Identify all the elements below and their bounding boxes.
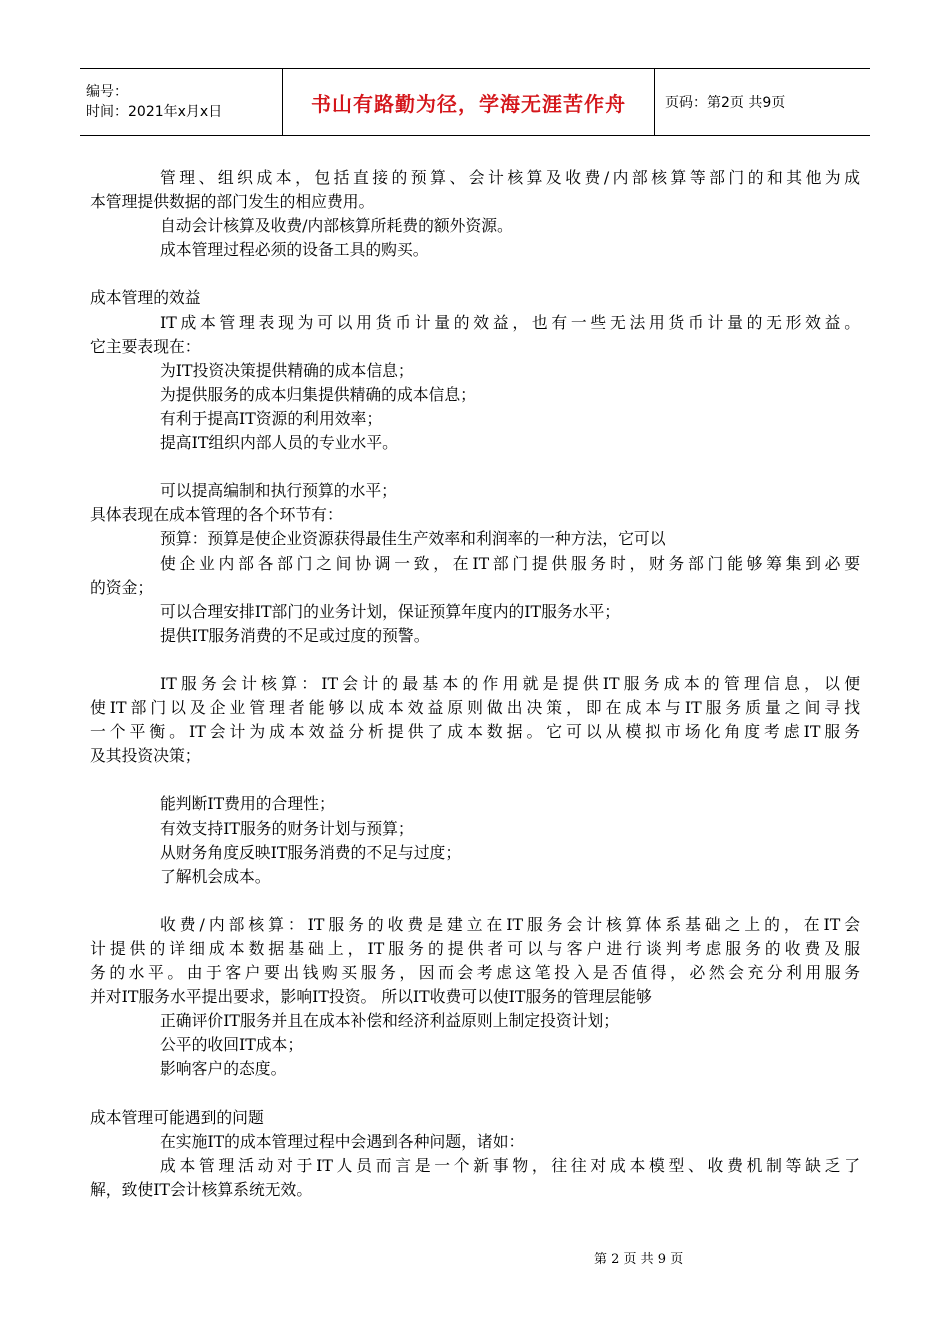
text-line: 自动会计核算及收费/内部核算所耗费的额外资源。 bbox=[160, 216, 513, 236]
text-line: 及其投资决策； bbox=[90, 746, 201, 766]
header-motto-cell bbox=[283, 69, 655, 135]
blank-line bbox=[90, 889, 860, 913]
list-item: 了解机会成本。 bbox=[160, 866, 271, 886]
document-body bbox=[90, 166, 860, 1202]
header-motto: 书山有路勤为径，学海无涯苦作舟 bbox=[311, 91, 626, 116]
list-item: 从财务角度反映IT服务消费的不足与过度； bbox=[160, 842, 462, 862]
list-item: 为IT投资决策提供精确的成本信息； bbox=[160, 360, 414, 380]
header-page-cell bbox=[655, 69, 870, 135]
list-item: 提高IT组织内部人员的专业水平。 bbox=[160, 433, 398, 453]
text-line: 收费/内部核算：IT服务的收费是建立在IT服务会计核算体系基础之上的，在IT会 bbox=[160, 914, 860, 934]
page-header bbox=[80, 68, 870, 136]
text-line: 务的水平。由于客户要出钱购买服务，因而会考虑这笔投入是否值得，必然会充分利用服务 bbox=[90, 963, 860, 983]
blank-line bbox=[90, 648, 860, 672]
text-line: 并对IT服务水平提出要求，影响IT投资。 所以IT收费可以使IT服务的管理层能够 bbox=[90, 987, 652, 1007]
blank-line bbox=[90, 262, 860, 286]
page-footer: 第 2 页 共 9 页 bbox=[594, 1252, 684, 1267]
text-line: 成本管理活动对于IT人员而言是一个新事物，往往对成本模型、收费机制等缺乏了 bbox=[160, 1155, 860, 1175]
text-line: 解，致使IT会计核算系统无效。 bbox=[90, 1179, 313, 1199]
list-item: 正确评价IT服务并且在成本补偿和经济利益原则上制定投资计划； bbox=[160, 1011, 620, 1031]
text-line: 具体表现在成本管理的各个环节有： bbox=[90, 505, 343, 525]
blank-line bbox=[90, 455, 860, 479]
text-line: 管理、组织成本，包括直接的预算、会计核算及收费/内部核算等部门的和其他为成 bbox=[160, 168, 860, 187]
list-item: 影响客户的态度。 bbox=[160, 1059, 287, 1079]
document-date-label: 时间：2021年x月x日 bbox=[86, 104, 223, 120]
list-item: 有效支持IT服务的财务计划与预算； bbox=[160, 818, 414, 838]
list-item: 可以提高编制和执行预算的水平； bbox=[160, 481, 397, 501]
text-line: 它主要表现在： bbox=[90, 336, 201, 356]
document-number-label: 编号： bbox=[86, 84, 128, 100]
text-line: 本管理提供数据的部门发生的相应费用。 bbox=[90, 192, 375, 212]
list-item: 可以合理安排IT部门的业务计划，保证预算年度内的IT服务水平； bbox=[160, 601, 621, 621]
blank-line bbox=[90, 1082, 860, 1106]
text-line: 一个平衡。IT会计为成本效益分析提供了成本数据。它可以从模拟市场化角度考虑IT服务 bbox=[90, 722, 860, 742]
list-item: 为提供服务的成本归集提供精确的成本信息； bbox=[160, 384, 476, 404]
list-item: 能判断IT费用的合理性； bbox=[160, 794, 335, 814]
header-page-number: 页码：第2页 共9页 bbox=[665, 95, 786, 111]
text-line: IT服务会计核算：IT会计的最基本的作用就是提供IT服务成本的管理信息，以便 bbox=[160, 673, 860, 693]
text-line: 使IT部门以及企业管理者能够以成本效益原则做出决策，即在成本与IT服务质量之间寻找 bbox=[90, 698, 860, 718]
blank-line bbox=[90, 768, 860, 792]
list-item: 提供IT服务消费的不足或过度的预警。 bbox=[160, 625, 430, 645]
list-item: 公平的收回IT成本； bbox=[160, 1035, 304, 1055]
header-meta bbox=[80, 69, 283, 135]
text-line: 预算：预算是使企业资源获得最佳生产效率和利润率的一种方法，它可以 bbox=[160, 529, 666, 549]
list-item: 有利于提高IT资源的利用效率； bbox=[160, 408, 383, 428]
section-heading: 成本管理的效益 bbox=[90, 288, 201, 308]
text-line: 在实施IT的成本管理过程中会遇到各种问题，诸如： bbox=[160, 1131, 525, 1151]
section-heading: 成本管理可能遇到的问题 bbox=[90, 1107, 264, 1127]
text-line: 使企业内部各部门之间协调一致，在IT部门提供服务时，财务部门能够筹集到必要 bbox=[160, 553, 860, 573]
text-line: IT成本管理表现为可以用货币计量的效益，也有一些无法用货币计量的无形效益。 bbox=[160, 312, 860, 332]
text-line: 成本管理过程必须的设备工具的购买。 bbox=[160, 240, 429, 260]
text-line: 计提供的详细成本数据基础上，IT服务的提供者可以与客户进行谈判考虑服务的收费及服 bbox=[90, 939, 860, 958]
text-line: 的资金； bbox=[90, 577, 154, 597]
